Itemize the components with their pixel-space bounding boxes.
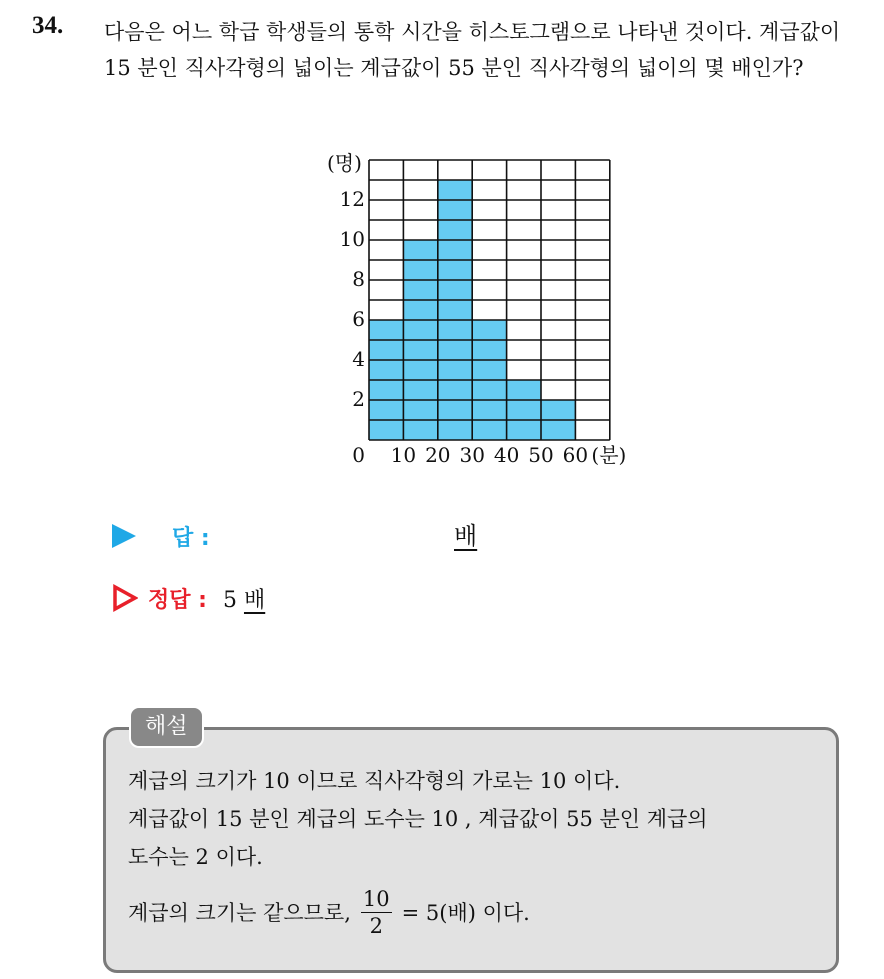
solution-line-4 (128, 886, 828, 939)
histogram-bar (438, 180, 472, 440)
answer-unit: 배 (454, 522, 478, 550)
solution-line-3: 도수는 2 이다. (128, 845, 263, 869)
solution-line-1: 계급의 크기가 10 이므로 직사각형의 가로는 10 이다. (128, 769, 621, 793)
correct-answer-number: 5 (222, 587, 237, 613)
solution-line-4-prefix: 계급의 크기는 같으므로, (128, 900, 351, 925)
correct-answer-value (223, 583, 265, 614)
x-tick-label: 10 (390, 443, 417, 467)
play-triangle-icon (112, 524, 136, 548)
y-tick-label: 4 (352, 347, 365, 371)
outline-triangle-icon (112, 584, 138, 612)
y-tick-label: 10 (339, 227, 365, 251)
y-tick-label: 12 (339, 187, 365, 211)
y-tick-label: 6 (352, 307, 365, 331)
x-tick-label: 30 (459, 443, 485, 467)
x-tick-label: 40 (493, 443, 520, 467)
fraction-denominator: 2 (369, 914, 383, 938)
x-tick-label: 50 (528, 443, 554, 467)
answer-label: 답 : (172, 525, 210, 551)
correct-answer-row (112, 580, 265, 616)
solution-tag: 해설 (129, 706, 204, 748)
solution-line-4-suffix: = 5(배) 이다. (401, 900, 530, 925)
fraction-numerator: 10 (362, 887, 390, 911)
fraction (361, 886, 392, 939)
histogram-chart (310, 150, 650, 480)
y-tick-label: 2 (352, 387, 365, 411)
solution-line-2: 계급값이 15 분인 계급의 도수는 10 , 계급값이 55 분인 계급의 (128, 807, 708, 831)
y-tick-label: 8 (352, 267, 365, 291)
answer-row (112, 518, 210, 554)
x-tick-label: 60 (562, 443, 589, 467)
solution-text (128, 762, 828, 939)
histogram-svg (310, 150, 650, 480)
x-axis-label: (분) (591, 443, 627, 467)
correct-answer-unit: 배 (243, 587, 266, 613)
question-text: 다음은 어느 학급 학생들의 통학 시간을 히스토그램으로 나타낸 것이다. 계급값이 15 분인 직사각형의 넓이는 계급값이 55 분인 직사각형의 넓이의 몇 배인가? (104, 20, 841, 80)
histogram-bar (507, 380, 541, 440)
y-axis-label: (명) (327, 151, 362, 175)
question-number: 34. (32, 12, 64, 39)
correct-answer-label: 정답 : (148, 587, 207, 613)
x-tick-label: 20 (425, 443, 451, 467)
y-tick-label: 0 (352, 443, 365, 467)
